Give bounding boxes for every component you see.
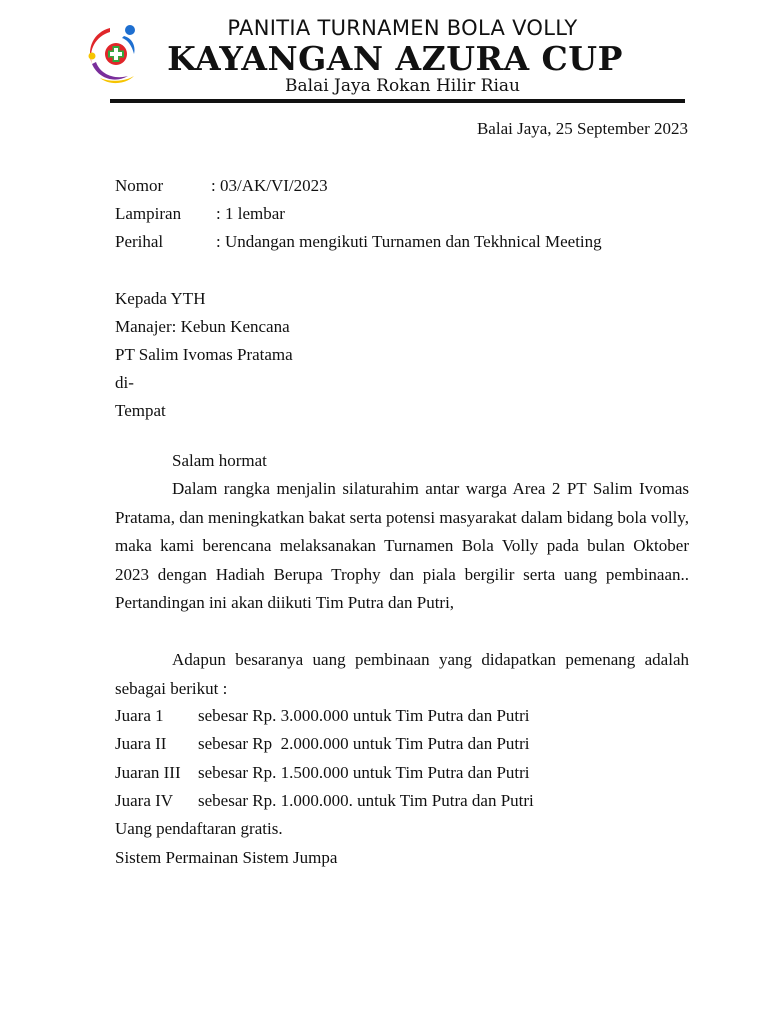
meta-label-nomor: Nomor xyxy=(115,176,164,195)
greeting: Salam hormat xyxy=(172,451,267,470)
event-title: KAYANGAN AZURA CUP xyxy=(167,39,623,78)
prize-rank: Juara 1 xyxy=(115,706,164,725)
meta-label-lampiran: Lampiran xyxy=(115,204,182,223)
prize-rank: Juaran III xyxy=(115,763,181,782)
recipient-line: Manajer: Kebun Kencana xyxy=(115,317,290,336)
letter-date: Balai Jaya, 25 September 2023 xyxy=(476,119,688,138)
prize-desc: sebesar Rp. 1.000.000. untuk Tim Putra dan Putri xyxy=(198,791,534,810)
meta-value-perihal: : Undangan mengikuti Turnamen dan Tekhnical Meeting xyxy=(216,232,602,251)
recipient-line: Kepada YTH xyxy=(115,289,206,308)
prize-desc: sebesar Rp 2.000.000 untuk Tim Putra dan Putri xyxy=(198,734,530,753)
recipient-line: PT Salim Ivomas Pratama xyxy=(115,345,293,364)
game-system-note: Sistem Permainan Sistem Jumpa xyxy=(115,848,338,867)
recipient-line: di- xyxy=(115,373,134,392)
recipient-line: Tempat xyxy=(115,401,166,420)
prize-desc: sebesar Rp. 1.500.000 untuk Tim Putra dan Putri xyxy=(198,763,530,782)
body-paragraph-2: Adapun besaranya uang pembinaan yang didapatkan pemenang adalah sebagai berikut : xyxy=(115,650,689,698)
event-location: Balai Jaya Rokan Hilir Riau xyxy=(285,76,520,96)
body-paragraph-1: Dalam rangka menjalin silaturahim antar warga Area 2 PT Salim Ivomas Pratama, dan meningkatkan bakat serta potensi masyarakat dalam bidang bola volly, maka kami berencana melaksanakan Turnamen Bola Volly pada bulan Oktober 2023 dengan Hadiah Berupa Trophy dan piala bergilir serta uang pembinaan.. Pertandingan ini akan diikuti Tim Putra dan Putri, xyxy=(115,479,689,612)
prize-rank: Juara IV xyxy=(115,791,174,810)
registration-fee-note: Uang pendaftaran gratis. xyxy=(115,819,283,838)
meta-label-perihal: Perihal xyxy=(115,232,164,251)
meta-value-lampiran: : 1 lembar xyxy=(216,204,285,223)
prize-rank: Juara II xyxy=(115,734,167,753)
meta-value-nomor: : 03/AK/VI/2023 xyxy=(211,176,328,195)
header-divider xyxy=(110,99,685,103)
committee-title: PANITIA TURNAMEN BOLA VOLLY xyxy=(227,16,578,40)
prize-desc: sebesar Rp. 3.000.000 untuk Tim Putra dan Putri xyxy=(198,706,530,725)
